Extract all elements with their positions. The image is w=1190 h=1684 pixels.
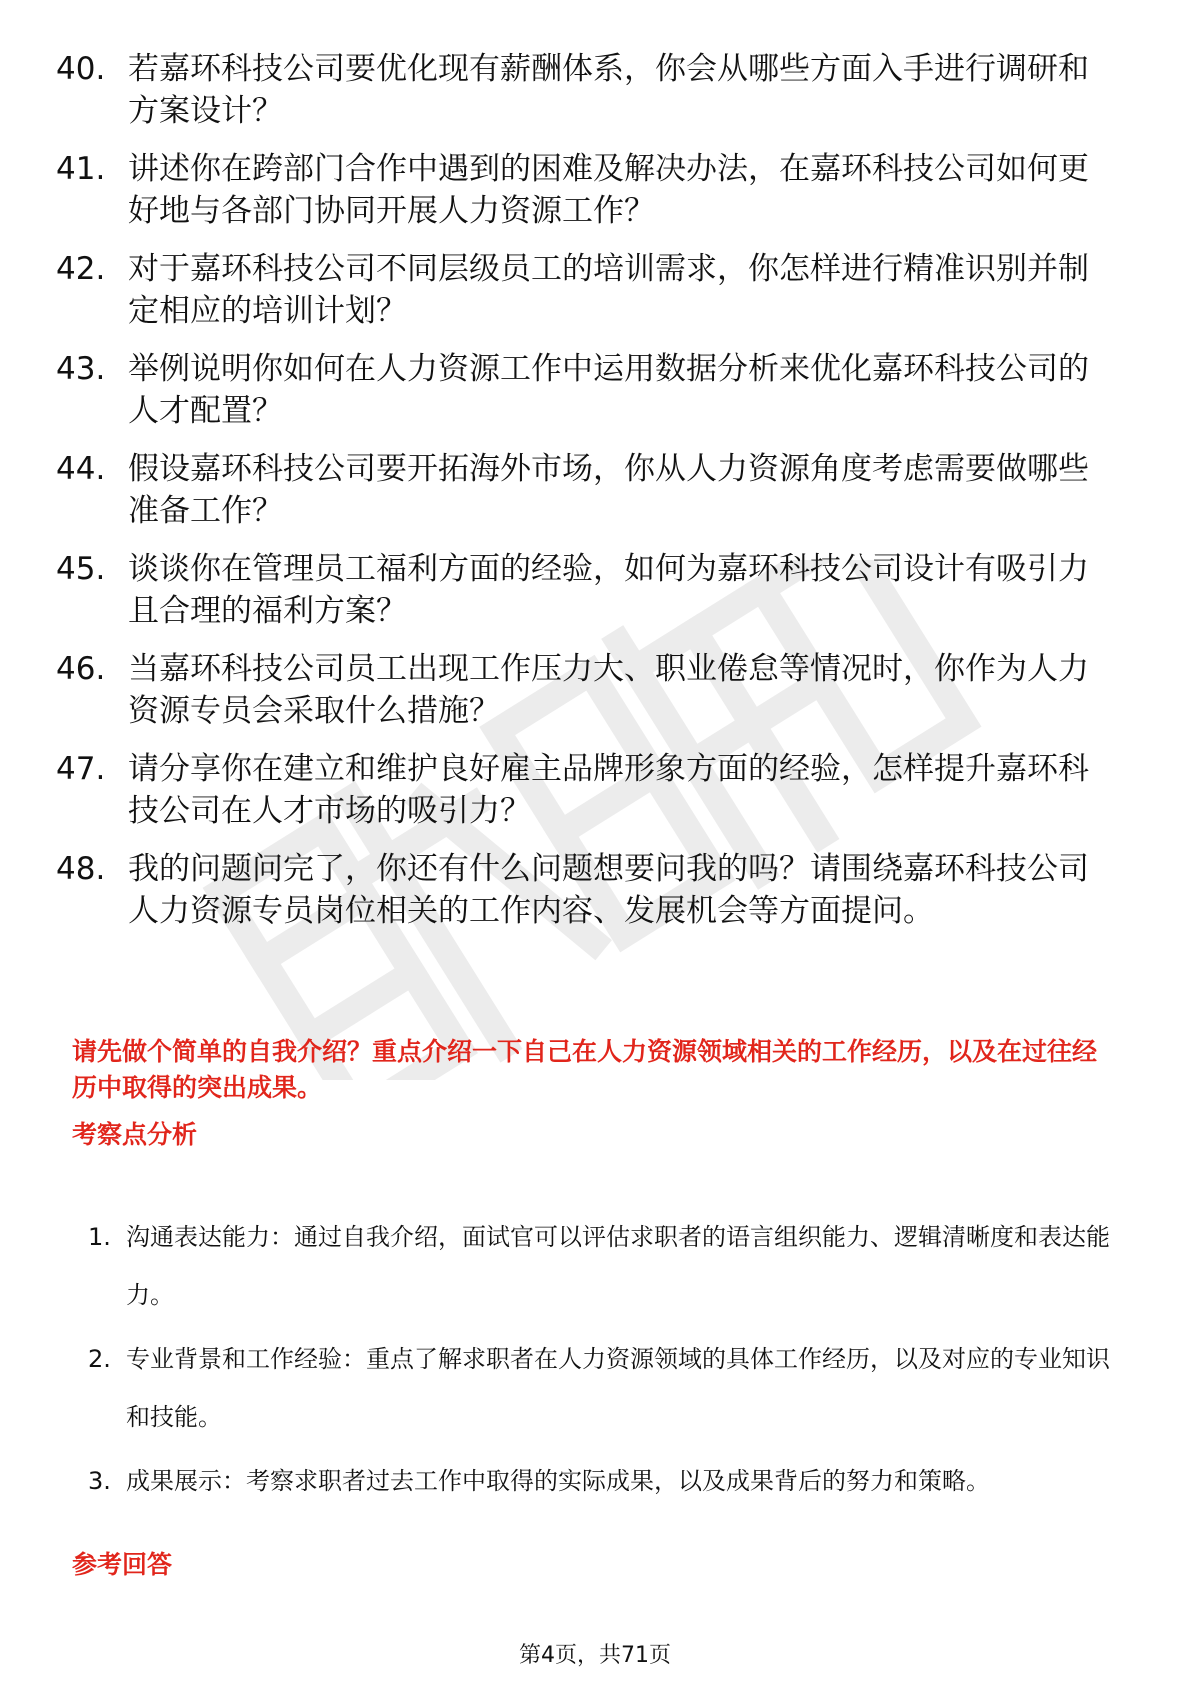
question-list: [0, 48, 1190, 948]
list-item: [0, 448, 1190, 532]
question-text: 我的问题问完了，你还有什么问题想要问我的吗？请围绕嘉环科技公司人力资源专员岗位相关的工作内容、发展机会等方面提问。: [128, 851, 1089, 929]
question-number: 48.: [56, 851, 106, 887]
analysis-list: [0, 1208, 1190, 1516]
list-item: [0, 348, 1190, 432]
question-number: 42.: [56, 251, 106, 287]
question-text: 谈谈你在管理员工福利方面的经验，如何为嘉环科技公司设计有吸引力且合理的福利方案？: [128, 551, 1089, 629]
list-item: [0, 748, 1190, 832]
list-item: [0, 648, 1190, 732]
question-number: 47.: [56, 751, 106, 787]
list-item: [0, 48, 1190, 132]
question-number: 43.: [56, 351, 106, 387]
question-number: 40.: [56, 51, 106, 87]
list-item: [0, 1208, 1190, 1324]
question-number: 46.: [56, 651, 106, 687]
question-number: 44.: [56, 451, 106, 487]
question-text: 举例说明你如何在人力资源工作中运用数据分析来优化嘉环科技公司的人才配置？: [128, 351, 1089, 429]
analysis-text: 沟通表达能力：通过自我介绍，面试官可以评估求职者的语言组织能力、逻辑清晰度和表达能力。: [126, 1223, 1110, 1309]
analysis-heading: 考察点分析: [72, 1120, 198, 1149]
analysis-text: 成果展示：考察求职者过去工作中取得的实际成果，以及成果背后的努力和策略。: [126, 1467, 990, 1495]
question-text: 若嘉环科技公司要优化现有薪酬体系，你会从哪些方面入手进行调研和方案设计？: [128, 51, 1089, 129]
analysis-number: 1.: [88, 1223, 111, 1251]
list-item: [0, 148, 1190, 232]
highlight-question: 请先做个简单的自我介绍？重点介绍一下自己在人力资源领域相关的工作经历，以及在过往经历中取得的突出成果。: [72, 1037, 1098, 1102]
list-item: [0, 1452, 1190, 1510]
question-text: 当嘉环科技公司员工出现工作压力大、职业倦怠等情况时，你作为人力资源专员会采取什么措施？: [128, 651, 1089, 729]
page-footer: 第4页，共71页: [519, 1643, 671, 1668]
answer-heading: 参考回答: [72, 1550, 173, 1579]
question-number: 45.: [56, 551, 106, 587]
question-text: 讲述你在跨部门合作中遇到的困难及解决办法，在嘉环科技公司如何更好地与各部门协同开展人力资源工作？: [128, 151, 1089, 229]
analysis-text: 专业背景和工作经验：重点了解求职者在人力资源领域的具体工作经历，以及对应的专业知识和技能。: [126, 1345, 1110, 1431]
question-text: 请分享你在建立和维护良好雇主品牌形象方面的经验，怎样提升嘉环科技公司在人才市场的吸引力？: [128, 751, 1089, 829]
list-item: [0, 548, 1190, 632]
question-text: 假设嘉环科技公司要开拓海外市场，你从人力资源角度考虑需要做哪些准备工作？: [128, 451, 1089, 529]
analysis-number: 3.: [88, 1467, 111, 1495]
list-item: [0, 248, 1190, 332]
question-number: 41.: [56, 151, 106, 187]
list-item: [0, 848, 1190, 932]
list-item: [0, 1330, 1190, 1446]
question-text: 对于嘉环科技公司不同层级员工的培训需求，你怎样进行精准识别并制定相应的培训计划？: [128, 251, 1089, 329]
analysis-number: 2.: [88, 1345, 111, 1373]
